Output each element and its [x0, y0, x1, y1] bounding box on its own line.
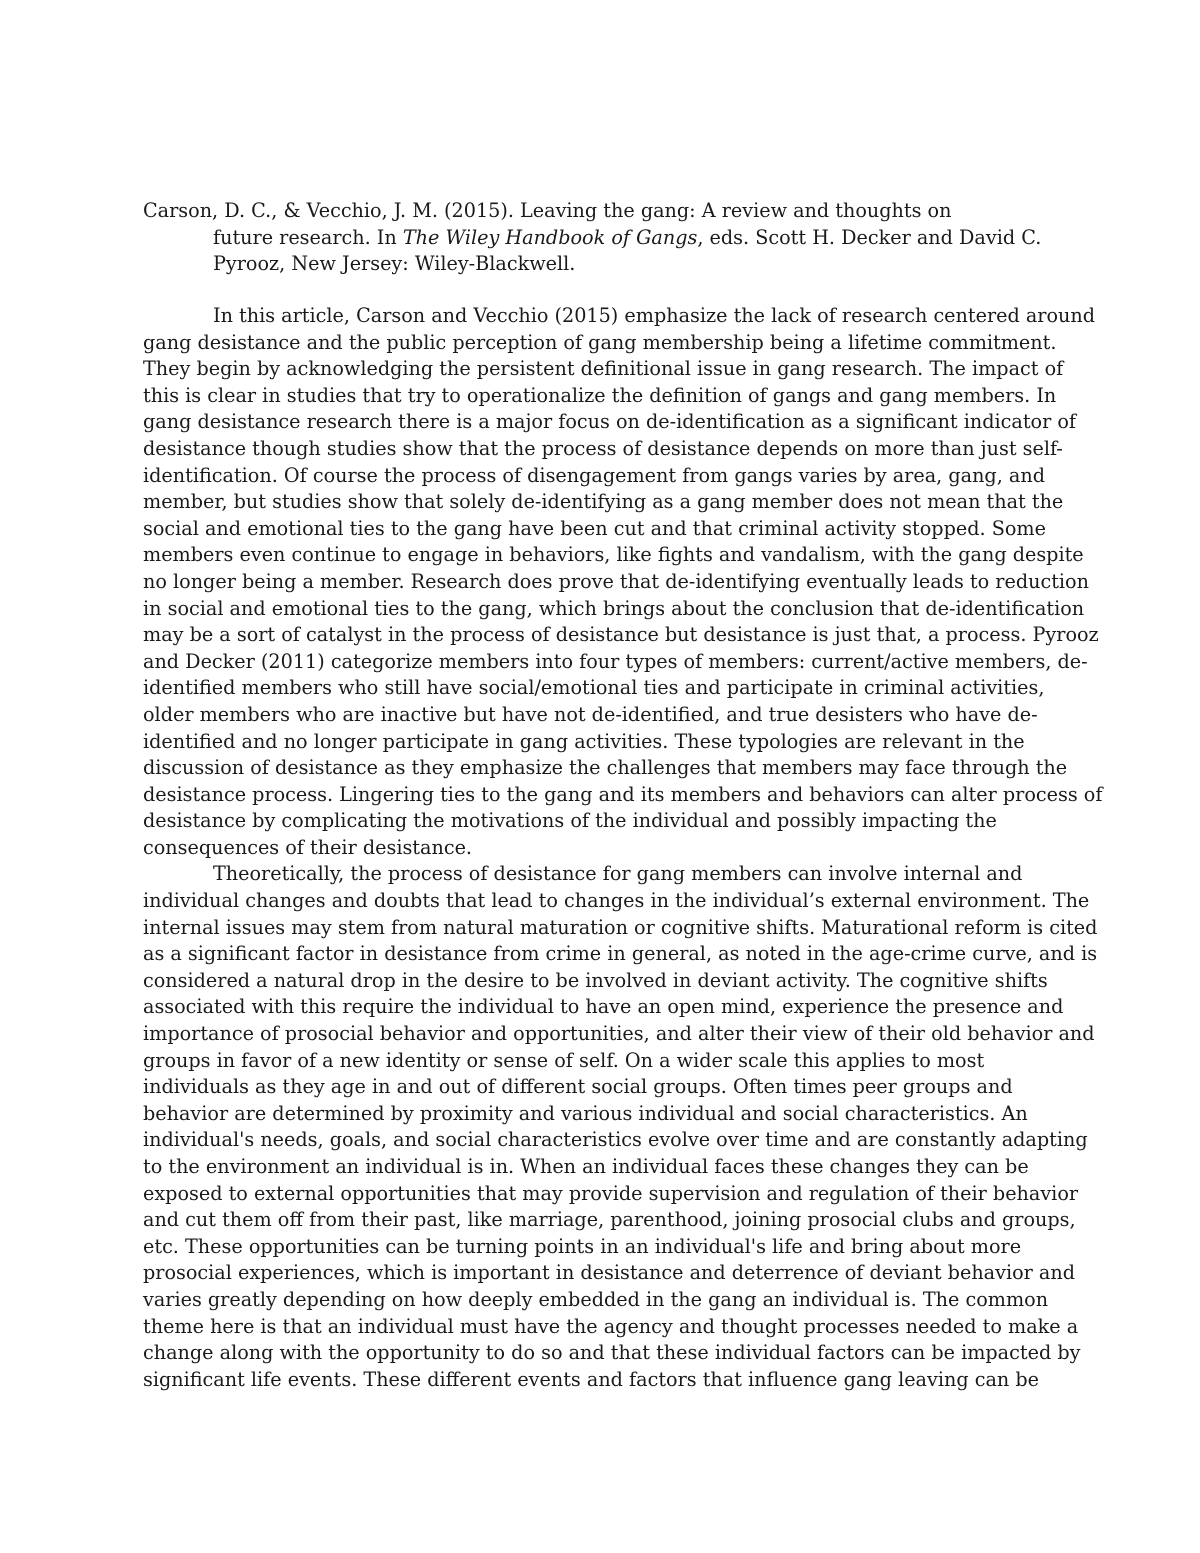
paragraph-line: groups in favor of a new identity or sense of self. On a wider scale this applies to most [143, 1048, 985, 1072]
paragraph-line: identification. Of course the process of disengagement from gangs varies by area, gang, and [143, 463, 1045, 487]
paragraph-line: gang desistance and the public perception of gang membership being a lifetime commitment. [143, 330, 1057, 354]
paragraph-line: behavior are determined by proximity and various individual and social characteristics. An [143, 1101, 1028, 1125]
paragraph-line: identified and no longer participate in gang activities. These typologies are relevant in the [143, 729, 1025, 753]
paragraph-line: and Decker (2011) categorize members into four types of members: current/active members, de- [143, 649, 1088, 673]
paragraph-line: considered a natural drop in the desire to be involved in deviant activity. The cognitive shifts [143, 968, 1048, 992]
annotation-body [143, 303, 1103, 1393]
paragraph-line: this is clear in studies that try to operationalize the definition of gangs and gang members. In [143, 383, 1057, 407]
citation-line-2 [143, 225, 1073, 252]
paragraph-line: gang desistance research there is a major focus on de-identification as a significant indicator of [143, 410, 1077, 434]
paragraph-line: significant life events. These different events and factors that influence gang leaving can be [143, 1367, 1039, 1391]
paragraph-line: individual changes and doubts that lead to changes in the individual’s external environment. The [143, 889, 1090, 913]
paragraph-line: desistance process. Lingering ties to the gang and its members and behaviors can alter process of [143, 782, 1103, 806]
paragraph-line: desistance by complicating the motivations of the individual and possibly impacting the [143, 809, 997, 833]
paragraph-line: member, but studies show that solely de-identifying as a gang member does not mean that the [143, 490, 1064, 514]
paragraph-line: to the environment an individual is in. When an individual faces these changes they can be [143, 1155, 1029, 1178]
book-title: The Wiley Handbook of Gangs [402, 225, 698, 249]
paragraph-line: may be a sort of catalyst in the process of desistance but desistance is just that, a process. Pyrooz [143, 623, 1099, 647]
paragraph-line: members even continue to engage in behaviors, like fights and vandalism, with the gang despite [143, 543, 1084, 567]
citation-line-3: Pyrooz, New Jersey: Wiley-Blackwell. [213, 252, 576, 276]
paragraph-line: theme here is that an individual must have the agency and thought processes needed to make a [143, 1314, 1079, 1338]
paragraph-line: associated with this require the individual to have an open mind, experience the presence and [143, 995, 1064, 1019]
paragraph-line: as a significant factor in desistance from crime in general, as noted in the age-crime curve, and is [143, 942, 1098, 966]
citation-text: , eds. Scott H. Decker and David C. [697, 225, 1042, 249]
reference-citation [143, 198, 1073, 278]
paragraph-line: no longer being a member. Research does prove that de-identifying eventually leads to reduction [143, 569, 1089, 593]
paragraph-line: in social and emotional ties to the gang, which brings about the conclusion that de-identification [143, 596, 1085, 620]
paragraph-line: consequences of their desistance. [143, 835, 473, 859]
paragraph-line: change along with the opportunity to do so and that these individual factors can be impacted by [143, 1341, 1081, 1365]
paragraph-line: discussion of desistance as they emphasize the challenges that members may face through the [143, 756, 1068, 780]
paragraph-line: individuals as they age in and out of different social groups. Often times peer groups and [143, 1075, 1013, 1099]
paragraph-line: and cut them off from their past, like marriage, parenthood, joining prosocial clubs and groups, [143, 1208, 1076, 1232]
paragraph-line: etc. These opportunities can be turning points in an individual's life and bring about more [143, 1234, 1022, 1258]
paragraph-line: identified members who still have social/emotional ties and participate in criminal activities, [143, 676, 1045, 700]
paragraph-line: desistance though studies show that the process of desistance depends on more than just self- [143, 436, 1063, 460]
paragraph-line: older members who are inactive but have not de-identified, and true desisters who have de- [143, 702, 1038, 726]
paragraph-line: exposed to external opportunities that may provide supervision and regulation of their behavior [143, 1181, 1079, 1205]
paragraph-line: individual's needs, goals, and social characteristics evolve over time and are constantly adapting [143, 1128, 1088, 1152]
paragraph-line: social and emotional ties to the gang have been cut and that criminal activity stopped. Some [143, 516, 1046, 540]
paragraph-1 [143, 303, 1103, 861]
paragraph-line: Theoretically, the process of desistance for gang members can involve internal and [213, 862, 1023, 886]
paragraph-line: In this article, Carson and Vecchio (2015) emphasize the lack of research centered around [213, 304, 1096, 327]
citation-text: future research. In [213, 225, 403, 249]
paragraph-2 [143, 861, 1098, 1393]
paragraph-line: internal issues may stem from natural maturation or cognitive shifts. Maturational reform is cited [143, 915, 1098, 939]
paragraph-line: prosocial experiences, which is important in desistance and deterrence of deviant behavior and [143, 1261, 1075, 1285]
paragraph-line: importance of prosocial behavior and opportunities, and alter their view of their old behavior and [143, 1022, 1095, 1046]
citation-line-1: Carson, D. C., & Vecchio, J. M. (2015). Leaving the gang: A review and thoughts on [143, 199, 952, 222]
paragraph-line: varies greatly depending on how deeply embedded in the gang an individual is. The common [143, 1287, 1049, 1311]
paragraph-line: They begin by acknowledging the persistent definitional issue in gang research. The impact of [143, 357, 1064, 381]
